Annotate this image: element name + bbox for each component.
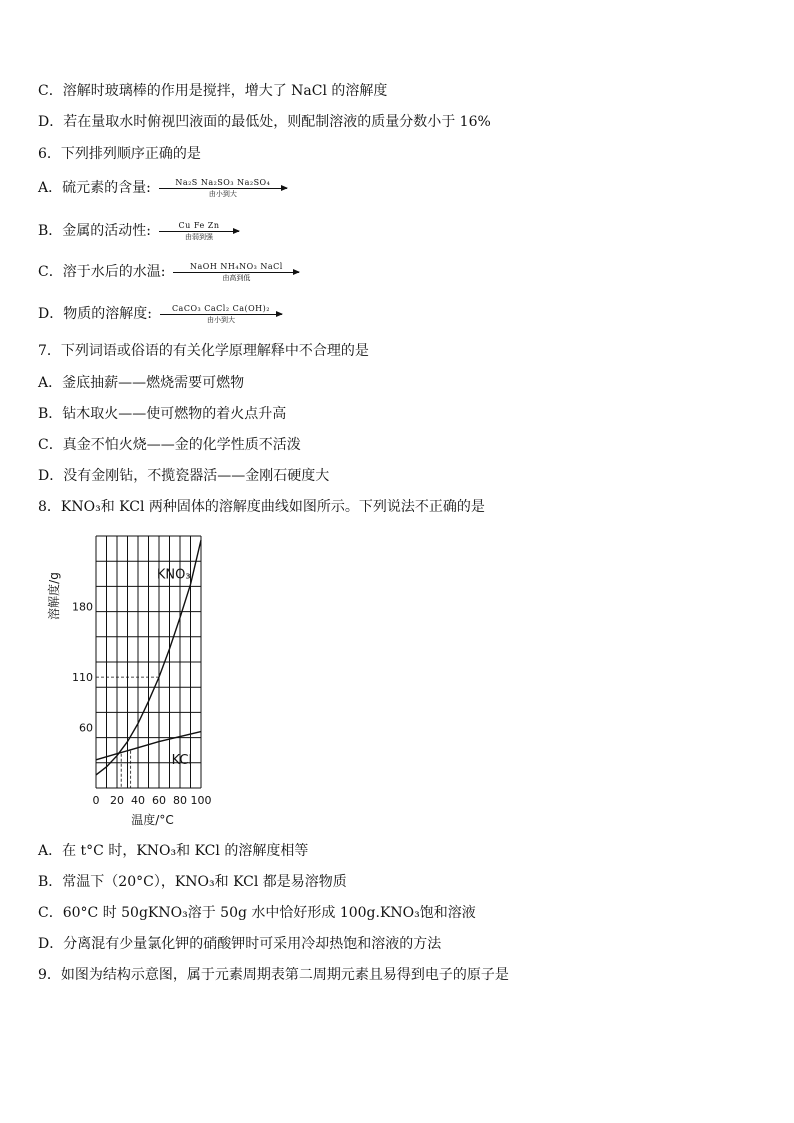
x-tick-label: 60 (152, 794, 166, 807)
q7-option-b: B．钻木取火——使可燃物的着火点升高 (38, 406, 287, 422)
x-tick-label: 0 (92, 794, 100, 807)
q6b-label: B．金属的活动性: (38, 223, 152, 239)
q6-option-a (38, 178, 287, 198)
q6d-arrow (160, 304, 282, 324)
arrow-right-icon (160, 314, 282, 315)
q6c-label: C．溶于水后的水温: (38, 264, 166, 280)
q6b-arrow (159, 221, 239, 241)
q8-option-b: B．常温下（20°C），KNO₃和 KCl 都是易溶物质 (38, 874, 347, 890)
q5-option-d: D．若在量取水时俯视凹液面的最低处，则配制溶液的质量分数小于 16% (38, 114, 491, 130)
q6-stem: 6．下列排列顺序正确的是 (38, 146, 201, 162)
q6d-arrow-top: CaCO₃ CaCl₂ Ca(OH)₂ (171, 304, 270, 313)
q5-option-c: C．溶解时玻璃棒的作用是搅拌，增大了 NaCl 的溶解度 (38, 83, 388, 99)
q6c-arrow-bottom: 由高到低 (222, 274, 251, 282)
q8-option-c: C．60°C 时 50gKNO₃溶于 50g 水中恰好形成 100g.KNO₃饱和溶液 (38, 905, 476, 921)
q9-stem: 9．如图为结构示意图，属于元素周期表第二周期元素且易得到电子的原子是 (38, 967, 509, 983)
q7-option-c: C．真金不怕火烧——金的化学性质不活泼 (38, 437, 301, 453)
y-tick-label: 60 (79, 721, 93, 735)
arrow-right-icon (173, 272, 299, 273)
chart-ticks (46, 572, 212, 827)
x-axis-label: 温度/°C (131, 813, 174, 827)
arrow-right-icon (159, 231, 239, 232)
q6c-arrow-top: NaOH NH₄NO₃ NaCl (190, 262, 283, 271)
q6b-arrow-top: Cu Fe Zn (178, 221, 220, 230)
arrow-right-icon (159, 188, 287, 189)
q6-option-c (38, 262, 299, 282)
q6a-arrow-bottom: 由小到大 (208, 190, 237, 198)
solubility-chart (40, 530, 230, 830)
y-tick-label: 180 (72, 600, 93, 614)
q6a-label: A．硫元素的含量: (38, 180, 151, 196)
q7-option-a: A．釜底抽薪——燃烧需要可燃物 (38, 375, 245, 391)
x-tick-label: 80 (173, 794, 187, 807)
q6a-arrow-top: Na₂S Na₂SO₃ Na₂SO₄ (175, 178, 271, 187)
kno3-series-label: KNO₃ (156, 567, 191, 583)
q8-stem: 8．KNO₃和 KCl 两种固体的溶解度曲线如图所示。下列说法不正确的是 (38, 499, 485, 515)
x-tick-label: 100 (190, 794, 212, 807)
y-axis-label: 溶解度/g (47, 572, 61, 620)
q6b-arrow-bottom: 由弱到强 (185, 233, 214, 241)
q7-option-d: D．没有金刚钻，不揽瓷器活——金刚石硬度大 (38, 468, 330, 484)
q6d-label: D．物质的溶解度: (38, 306, 152, 322)
x-tick-label: 20 (110, 794, 124, 807)
x-tick-label: 40 (131, 794, 145, 807)
kcl-series-label: KCl (171, 752, 193, 768)
q7-stem: 7．下列词语或俗语的有关化学原理解释中不合理的是 (38, 343, 369, 359)
q6d-arrow-bottom: 由小到大 (206, 316, 235, 324)
y-tick-label: 110 (72, 671, 93, 685)
q6c-arrow (173, 262, 299, 282)
q6-option-d (38, 304, 282, 324)
q8-option-d: D．分离混有少量氯化钾的硝酸钾时可采用冷却热饱和溶液的方法 (38, 936, 442, 952)
q6-option-b (38, 221, 239, 241)
q8-option-a: A．在 t°C 时，KNO₃和 KCl 的溶解度相等 (38, 843, 309, 859)
q6a-arrow (159, 178, 287, 198)
